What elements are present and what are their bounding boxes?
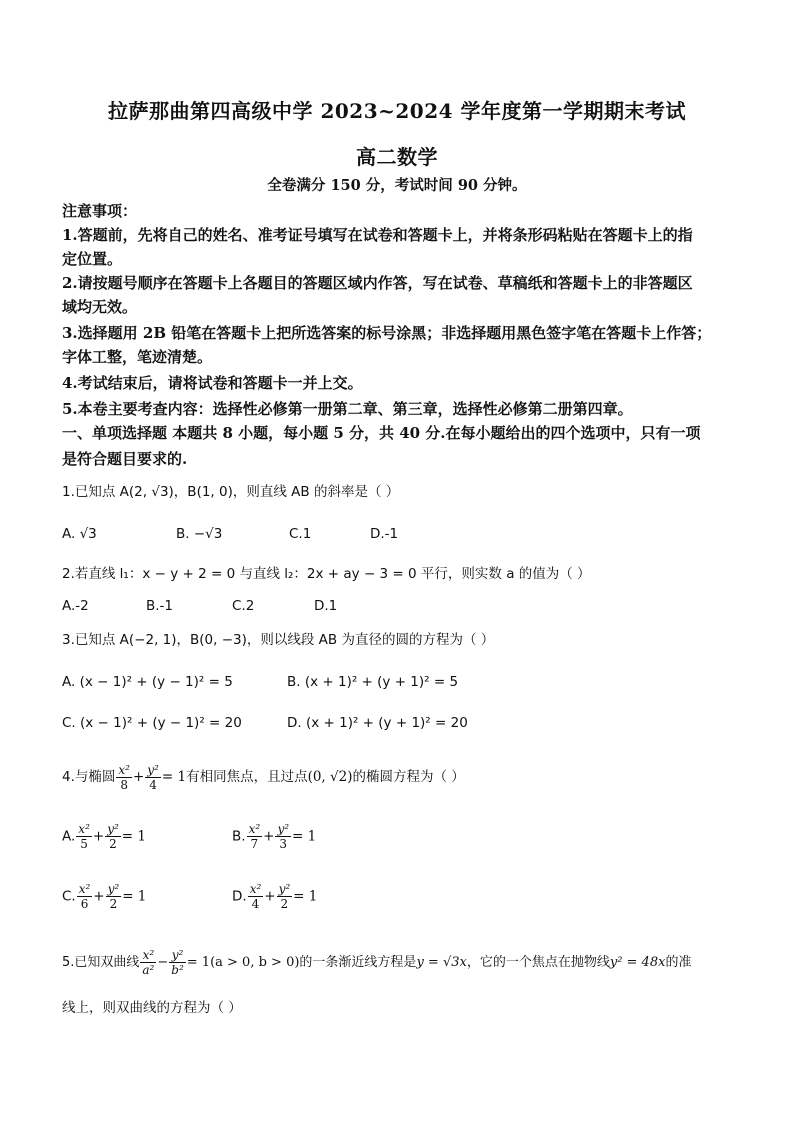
q4-stem-post: 的椭圆方程为（ ） [352,769,465,785]
q2-option-c: C.2 [232,598,255,614]
note-1a: 1.答题前，先将自己的姓名、准考证号填写在试卷和答题卡上，并将条形码粘贴在答题卡上的指 [62,226,693,244]
notes-heading: 注意事项： [62,202,138,220]
section1-line2: 是符合题目要求的. [62,450,188,468]
q3-option-c: C. (x − 1)² + (y − 1)² = 20 [62,715,242,731]
note-3b: 字体工整，笔迹清楚。 [62,348,213,366]
section1-line1: 一、单项选择题 本题共 8 小题，每小题 5 分，共 40 分.在每小题给出的四个选项中，只有一项 [62,424,701,442]
note-4: 4.考试结束后，请将试卷和答题卡一并上交。 [62,374,363,392]
q4-option-b: B. $\frac{\text{x²}}{7}$ + $\frac{\text{y²}}{3}$ = 1 [232,822,317,851]
q4-option-a: A. $\frac{\text{x²}}{5}$ + $\frac{\text{y²}}{2}$ = 1 [62,822,146,851]
note-2b: 域均无效。 [62,298,138,316]
q1-option-b: B. −√3 [176,526,223,542]
q3-option-d: D. (x + 1)² + (y + 1)² = 20 [287,715,468,731]
q1-option-a: A. √3 [62,526,97,542]
note-1b: 定位置。 [62,250,123,268]
q4-stem-mid: 有相同焦点，且过点 [186,769,308,785]
q5-stem: 5.已知双曲线 $\frac{\text{x²}}{\text{a²}}$ − $\frac{\text{y²}}{\text{b²}}$ = 1(a > 0, b > 0)的一条渐近线方程是y = √3x，它的一个焦点在抛物线y² = 48x的准 [62,948,692,977]
q3-option-b: B. (x + 1)² + (y + 1)² = 5 [287,674,459,690]
q3-option-a: A. (x − 1)² + (y − 1)² = 5 [62,674,233,690]
q4-point: (0, √2) [307,769,353,785]
note-3a: 3.选择题用 2B 铅笔在答题卡上把所选答案的标号涂黑；非选择题用黑色签字笔在答题卡上作答； [62,324,712,342]
exam-meta: 全卷满分 150 分，考试时间 90 分钟。 [267,177,527,194]
q2-option-a: A.-2 [62,598,89,614]
q5-stem-line2: 线上，则双曲线的方程为（ ） [62,1000,242,1016]
exam-title: 拉萨那曲第四高级中学 2023~2024 学年度第一学期期末考试 [107,99,686,123]
q2-option-d: D.1 [314,598,338,614]
q4-option-d: D. $\frac{\text{x²}}{4}$ + $\frac{\text{y²}}{2}$ = 1 [232,882,318,911]
q3-stem: 3.已知点 A(−2, 1)，B(0, −3)，则以线段 AB 为直径的圆的方程为（ ） [62,632,495,648]
note-2a: 2.请按题号顺序在答题卡上各题目的答题区域内作答，写在试卷、草稿纸和答题卡上的非答题区 [62,274,693,292]
q2-stem: 2.若直线 l₁：x − y + 2 = 0 与直线 l₂：2x + ay − 3 = 0 平行，则实数 a 的值为（ ） [62,566,591,582]
q1-option-c: C.1 [289,526,312,542]
q4-frac-x: $\frac{\text{x²}}{8}$ [118,762,130,792]
q4-frac-y: $\frac{\text{y²}}{4}$ [147,762,159,792]
q4-stem: 4.与椭圆 $\frac{\text{x²}}{8}$ + $\frac{\text{y²}}{4}$ = 1有相同焦点，且过点(0, √2)的椭圆方程为（ ） [62,762,465,792]
q1-stem: 1.已知点 A(2, √3)，B(1, 0)，则直线 AB 的斜率是（ ） [62,484,400,500]
note-5: 5.本卷主要考查内容：选择性必修第一册第二章、第三章，选择性必修第二册第四章。 [62,400,633,418]
q4-option-c: C. $\frac{\text{x²}}{6}$ + $\frac{\text{y²}}{2}$ = 1 [62,882,147,911]
subject-title: 高二数学 [356,145,438,169]
q2-option-b: B.-1 [146,598,174,614]
q1-option-d: D.-1 [370,526,399,542]
q4-stem-pre: 4.与椭圆 [62,769,116,785]
